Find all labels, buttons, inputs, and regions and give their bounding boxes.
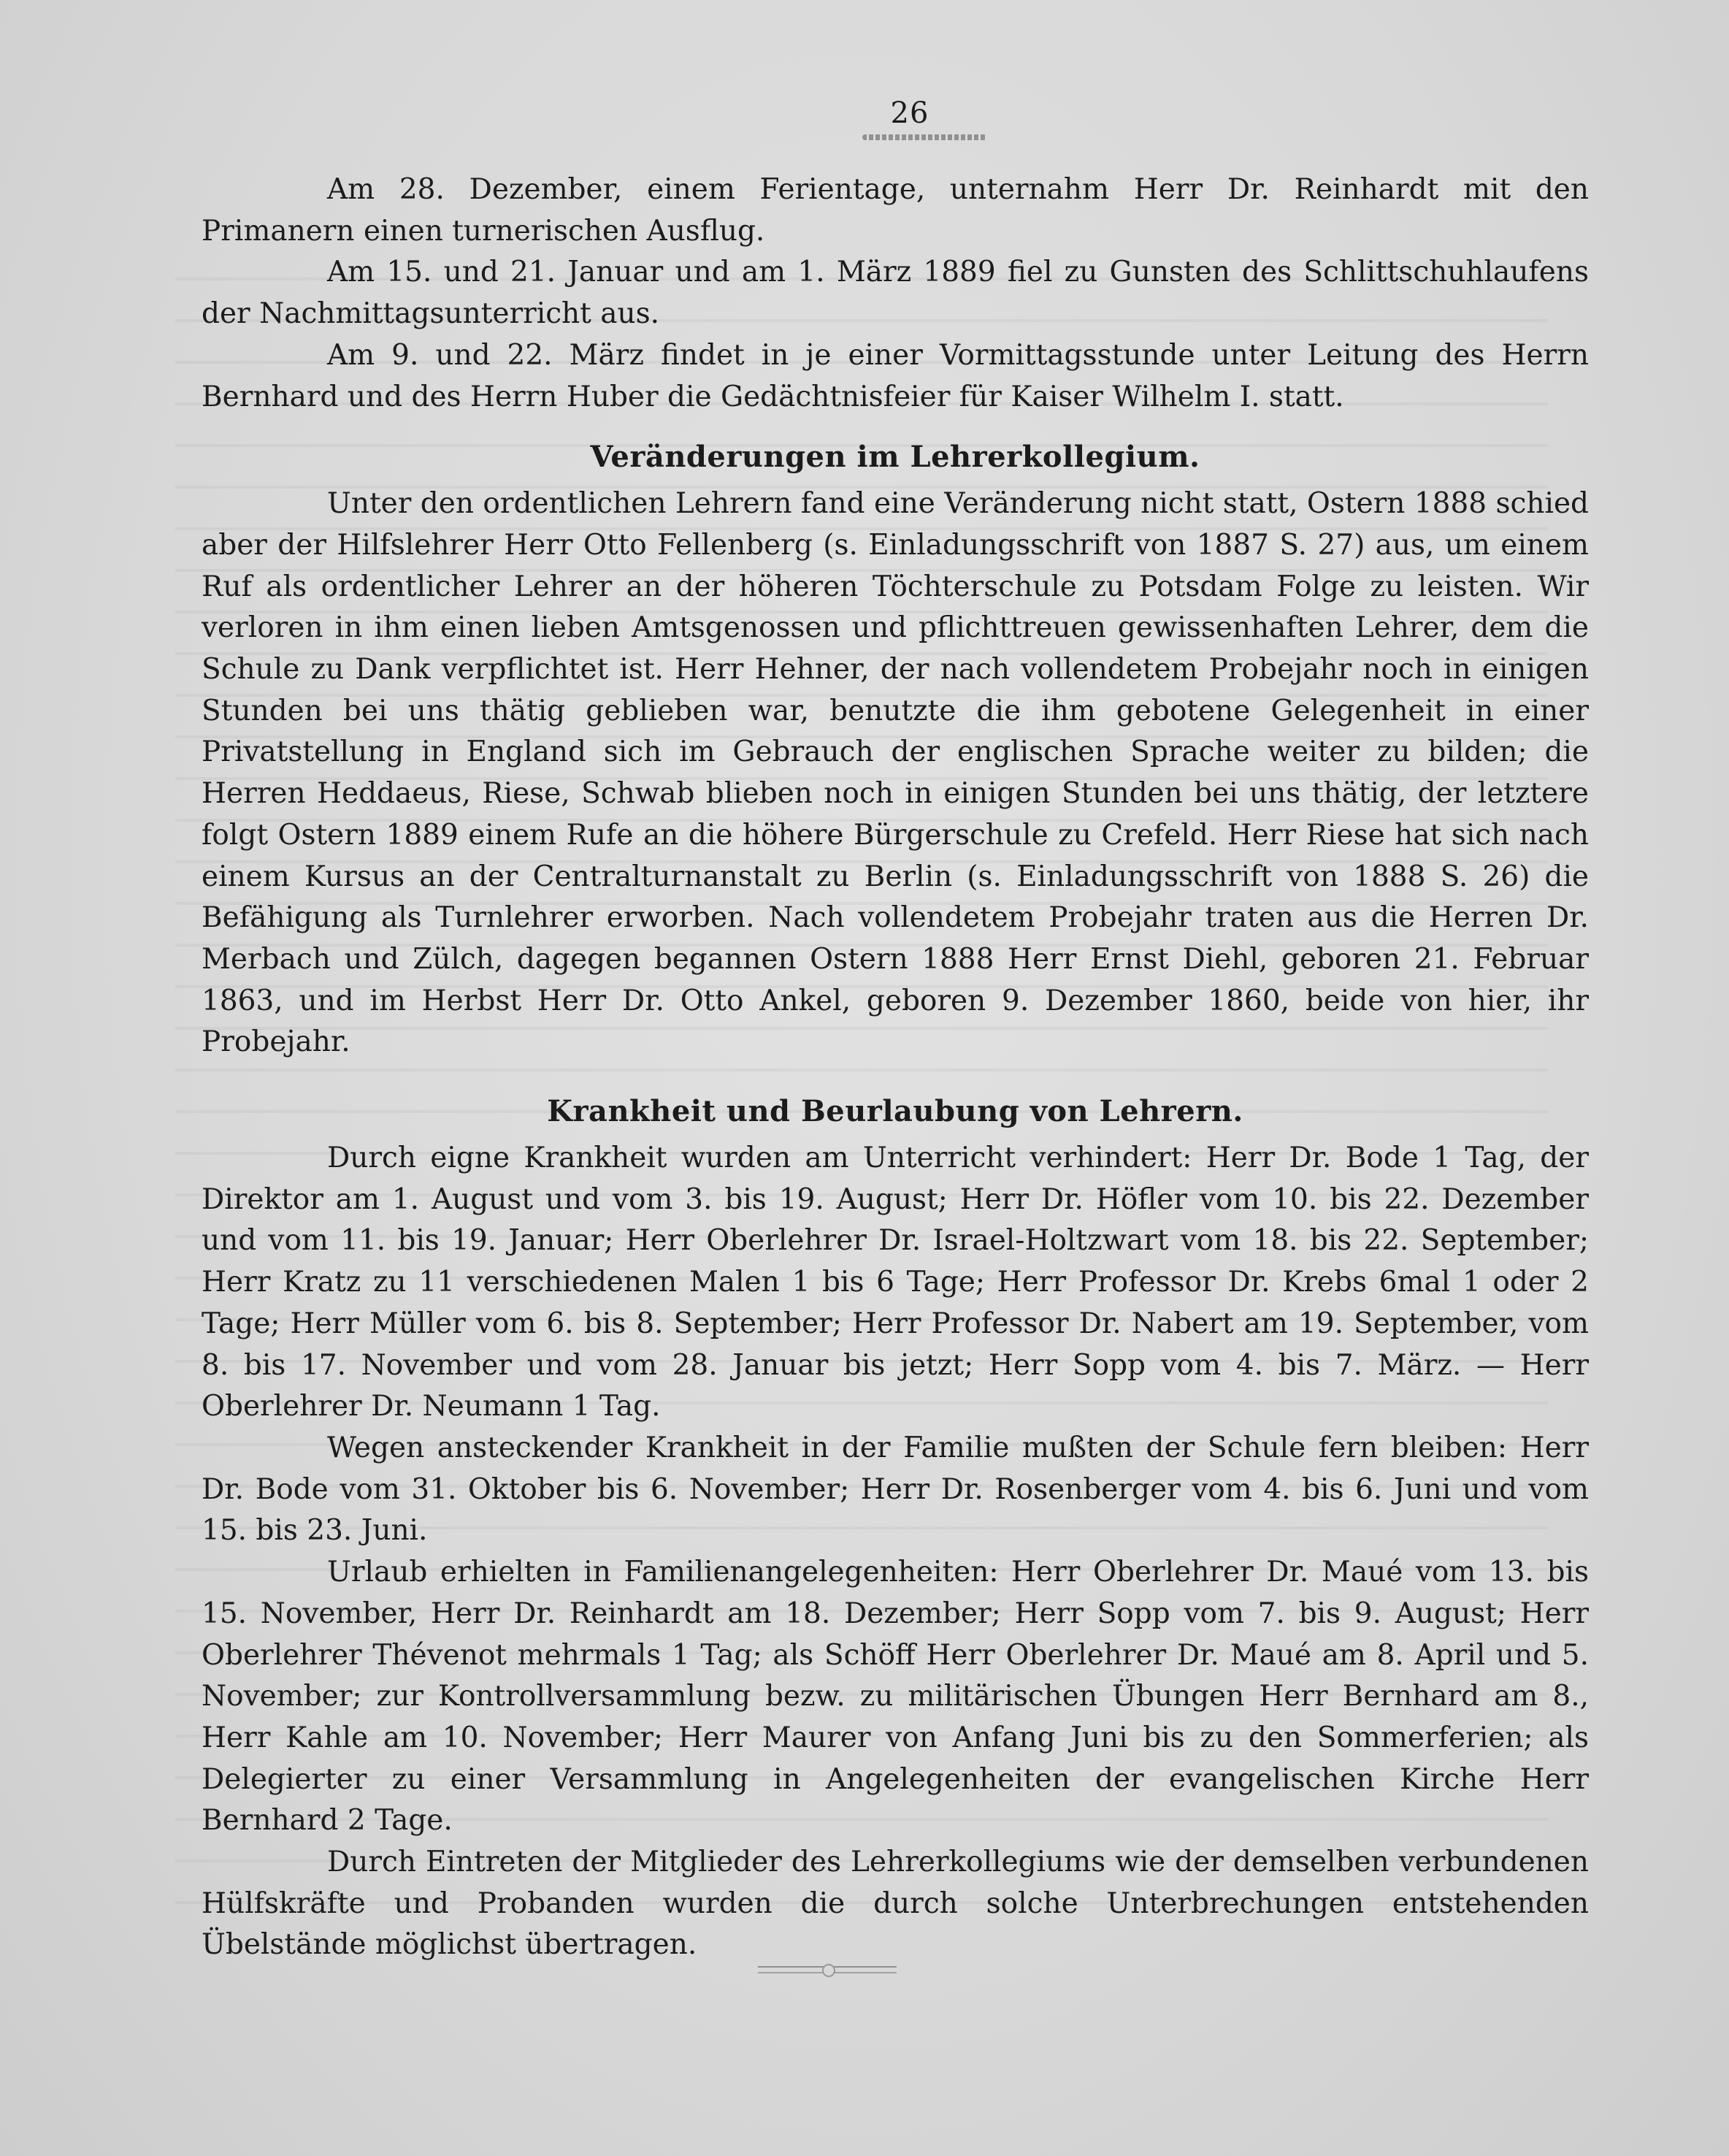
section-heading-staff-changes: Veränderungen im Lehrerkollegium. [590, 440, 1200, 475]
paragraph-substitution: Durch Eintreten der Mitglieder des Lehrerkollegiums wie der demselben verbundenen Hülfskräfte und Probanden wurden die durch solche Unterbrechungen entstehenden Übelstände möglichst übertragen. [202, 1846, 1589, 1962]
section-heading-illness-leave: Krankheit und Beurlaubung von Lehrern. [547, 1094, 1243, 1129]
page-number: 26 [890, 96, 929, 130]
closing-ornament-rule [758, 1966, 897, 1973]
paragraph-contagion: Wegen ansteckender Krankheit in der Familie mußten der Schule fern bleiben: Herr Dr. Bode vom 31. Oktober bis 6. November; Herr Dr. Rosenberger vom 4. bis 6. Juni und vom 15. bis 23. Juni. [202, 1431, 1589, 1548]
paragraph-excursion: Am 28. Dezember, einem Ferientage, unternahm Herr Dr. Reinhardt mit den Primanern einen turnerischen Ausflug. [202, 173, 1589, 248]
paragraph-illness: Durch eigne Krankheit wurden am Unterricht verhindert: Herr Dr. Bode 1 Tag, der Direktor am 1. August und vom 3. bis 19. August; Herr Dr. Höfler vom 10. bis 22. Dezember und vom 11. bis 19. Januar; Herr Oberlehrer Dr. Israel-Holtzwart vom 18. bis 22. September; Herr Kratz zu 11 verschiedenen Malen 1 bis 6 Tage; Herr Professor Dr. Krebs 6mal 1 oder 2 Tage; Herr Müller vom 6. bis 8. September; Herr Professor Dr. Nabert am 19. September, vom 8. bis 17. November und vom 28. Januar bis jetzt; Herr Sopp vom 4. bis 7. März. — Herr Oberlehrer Dr. Neumann 1 Tag. [202, 1142, 1589, 1423]
paragraph-memorial: Am 9. und 22. März findet in je einer Vormittagsstunde unter Leitung des Herrn Bernhard und des Herrn Huber die Gedächtnisfeier für Kaiser Wilhelm I. statt. [202, 338, 1589, 413]
paragraph-skating: Am 15. und 21. Januar und am 1. März 1889 fiel zu Gunsten des Schlittschuhlaufens der Nachmittagsunterricht aus. [202, 256, 1589, 331]
page-number-ornament [862, 134, 986, 140]
page-content [202, 95, 1589, 1966]
paragraph-leave: Urlaub erhielten in Familienangelegenheiten: Herr Oberlehrer Dr. Maué vom 13. bis 15. November, Herr Dr. Reinhardt am 18. Dezember; Herr Sopp vom 7. bis 9. August; Herr Oberlehrer Thévenot mehrmals 1 Tag; als Schöff Herr Oberlehrer Dr. Maué am 8. April und 5. November; zur Kontrollversammlung bezw. zu militärischen Übungen Herr Bernhard am 8., Herr Kahle am 10. November; Herr Maurer von Anfang Juni bis zu den Sommerferien; als Delegierter zu einer Versammlung in Angelegenheiten der evangelischen Kirche Herr Bernhard 2 Tage. [202, 1556, 1589, 1838]
paragraph-staff-changes: Unter den ordentlichen Lehrern fand eine Veränderung nicht statt, Ostern 1888 schied aber der Hilfslehrer Herr Otto Fellenberg (s. Einladungsschrift von 1887 S. 27) aus, um einem Ruf als ordentlicher Lehrer an der höheren Töchterschule zu Potsdam Folge zu leisten. Wir verloren in ihm einen lieben Amtsgenossen und pflichttreuen gewissenhaften Lehrer, dem die Schule zu Dank verpflichtet ist. Herr Hehner, der nach vollendetem Probejahr noch in einigen Stunden bei uns thätig geblieben war, benutzte die ihm gebotene Gelegenheit in einer Privatstellung in England sich im Gebrauch der englischen Sprache weiter zu bilden; die Herren Heddaeus, Riese, Schwab blieben noch in einigen Stunden bei uns thätig, der letztere folgt Ostern 1889 einem Rufe an die höhere Bürgerschule zu Crefeld. Herr Riese hat sich nach einem Kursus an der Centralturnanstalt zu Berlin (s. Einladungsschrift von 1888 S. 26) die Befähigung als Turnlehrer erworben. Nach vollendetem Probejahr traten aus die Herren Dr. Merbach und Zülch, dagegen begannen Ostern 1888 Herr Ernst Diehl, geboren 21. Februar 1863, und im Herbst Herr Dr. Otto Ankel, geboren 9. Dezember 1860, beide von hier, ihr Probejahr. [202, 487, 1589, 1059]
